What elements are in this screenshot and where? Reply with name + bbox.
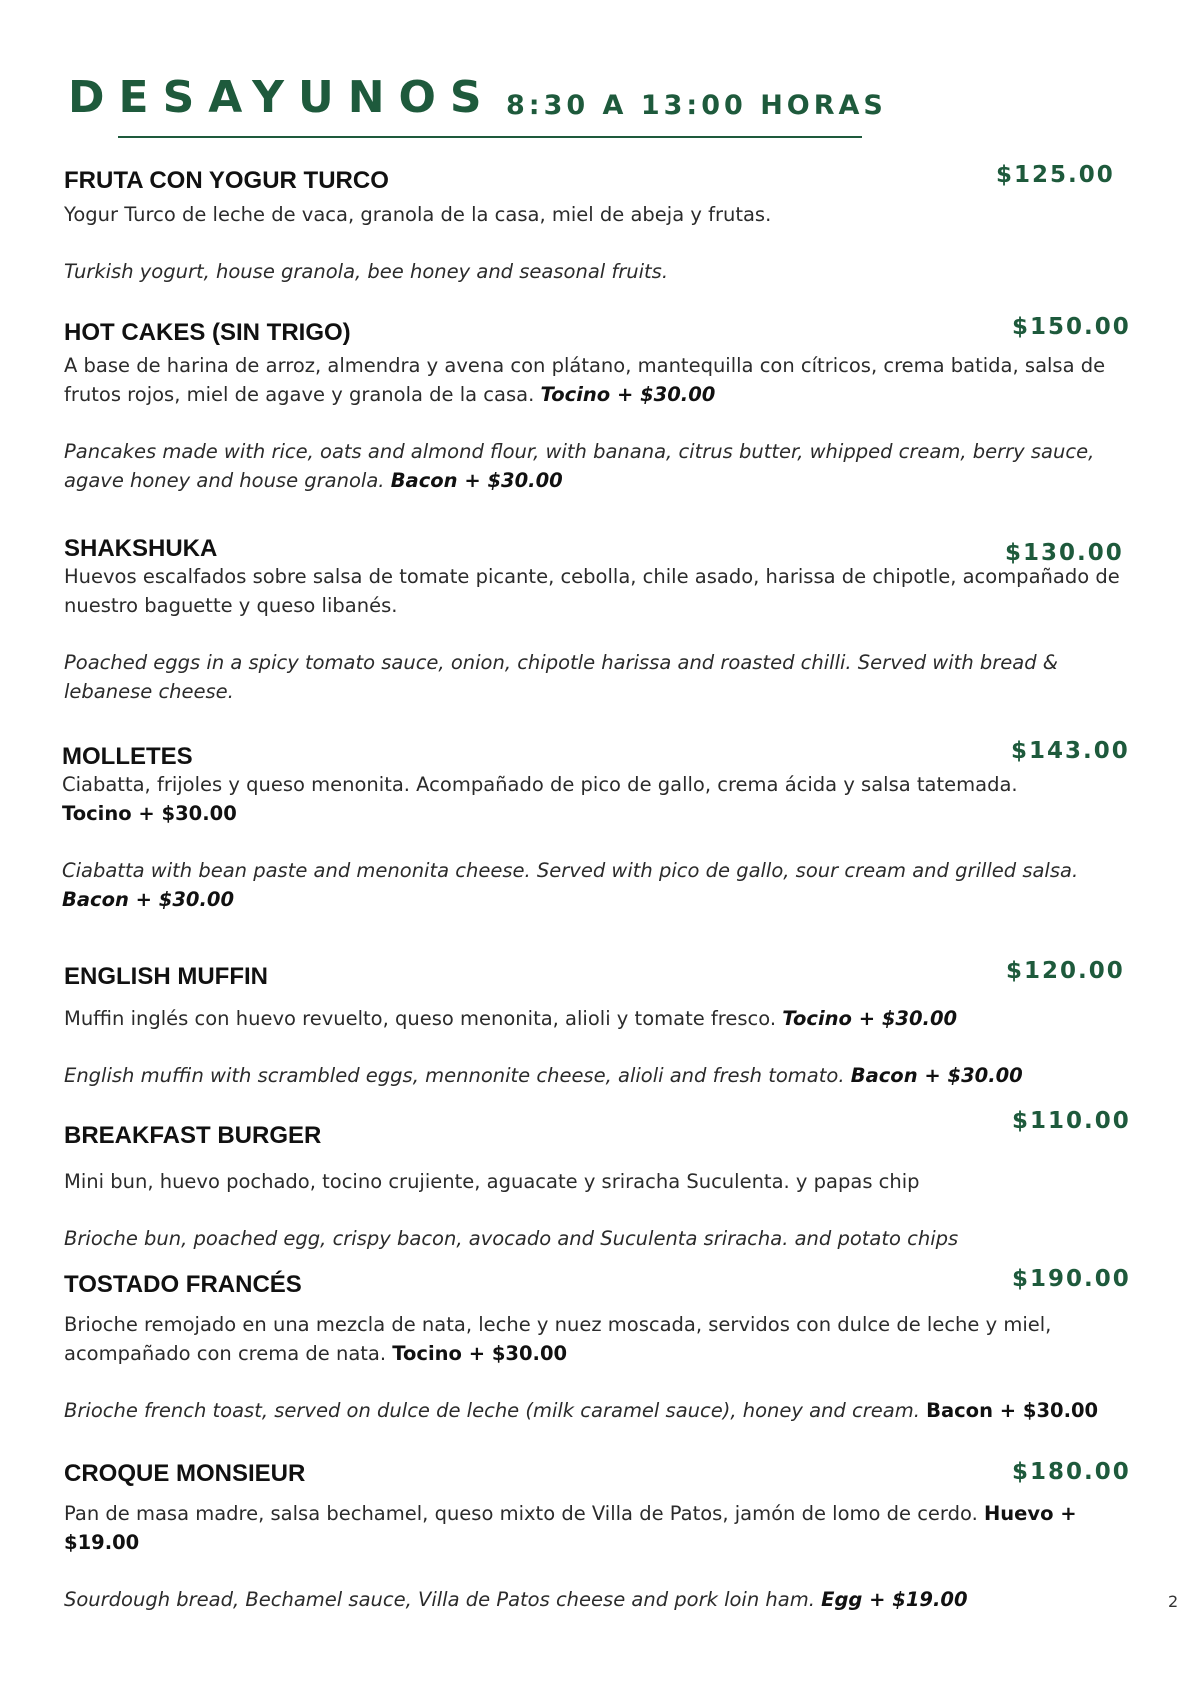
item-name: SHAKSHUKA xyxy=(64,535,218,562)
item-description-en: Poached eggs in a spicy tomato sauce, onion, chipotle harissa and roasted chilli. Served with bread & lebanese cheese. xyxy=(64,651,1058,703)
item-price: $143.00 xyxy=(1011,738,1130,764)
item-description-en: Turkish yogurt, house granola, bee honey and seasonal fruits. xyxy=(64,260,669,283)
header-divider xyxy=(118,136,862,138)
item-extra-en: Bacon + $30.00 xyxy=(62,888,235,911)
item-price: $130.00 xyxy=(1005,540,1124,566)
item-name: HOT CAKES (SIN TRIGO) xyxy=(64,319,351,346)
menu-item xyxy=(64,1108,1146,1253)
menu-header xyxy=(68,72,968,152)
item-price: $190.00 xyxy=(1012,1266,1131,1292)
item-name: CROQUE MONSIEUR xyxy=(64,1460,306,1487)
item-extra-es: Tocino + $30.00 xyxy=(62,802,237,825)
item-name: BREAKFAST BURGER xyxy=(64,1122,322,1149)
service-hours: 8:30 A 13:00 HORAS xyxy=(506,90,887,121)
section-title: DESAYUNOS xyxy=(68,72,496,123)
item-name: FRUTA CON YOGUR TURCO xyxy=(64,167,389,194)
menu-item xyxy=(64,958,1146,1090)
menu-item xyxy=(64,314,1146,495)
item-description-en: English muffin with scrambled eggs, mennonite cheese, alioli and fresh tomato. Bacon + $30.00 xyxy=(64,1064,1023,1087)
item-description-es: A base de harina de arroz, almendra y avena con plátano, mantequilla con cítricos, crema batida, salsa de frutos rojos, miel de agave y granola de la casa. Tocino + $30.00 xyxy=(64,354,1106,406)
menu-item xyxy=(64,534,1146,706)
item-description-es: Brioche remojado en una mezcla de nata, leche y nuez moscada, servidos con dulce de leche y miel, acompañado con crema de nata. Tocino + $30.00 xyxy=(64,1313,1052,1365)
item-name: MOLLETES xyxy=(62,743,193,770)
item-description-es: Huevos escalfados sobre salsa de tomate picante, cebolla, chile asado, harissa de chipotle, acompañado de nuestro baguette y queso libanés. xyxy=(64,565,1120,617)
item-extra-en: Egg + $19.00 xyxy=(821,1588,968,1611)
item-name: ENGLISH MUFFIN xyxy=(64,963,268,990)
menu-item xyxy=(64,1459,1146,1614)
page-number: 2 xyxy=(1168,1592,1179,1611)
item-price: $150.00 xyxy=(1012,314,1131,340)
item-extra-en: Bacon + $30.00 xyxy=(850,1064,1023,1087)
item-description-en: Brioche bun, poached egg, crispy bacon, avocado and Suculenta sriracha. and potato chips xyxy=(64,1227,959,1250)
item-description-en: Brioche french toast, served on dulce de leche (milk caramel sauce), honey and cream. Bacon + $30.00 xyxy=(64,1399,1099,1422)
menu-item xyxy=(64,162,1146,286)
item-extra-es: Tocino + $30.00 xyxy=(782,1007,958,1030)
item-extra-es: Huevo + $19.00 xyxy=(64,1502,1077,1554)
item-price: $180.00 xyxy=(1012,1459,1131,1485)
item-extra-es: Tocino + $30.00 xyxy=(540,383,716,406)
item-description-es: Muffin inglés con huevo revuelto, queso menonita, alioli y tomate fresco. Tocino + $30.00 xyxy=(64,1007,958,1030)
item-description-es: Yogur Turco de leche de vaca, granola de la casa, miel de abeja y frutas. xyxy=(64,203,772,226)
item-extra-en: Bacon + $30.00 xyxy=(926,1399,1099,1422)
item-description-es: Pan de masa madre, salsa bechamel, queso mixto de Villa de Patos, jamón de lomo de cerdo. Huevo + $19.00 xyxy=(64,1502,1077,1554)
menu-item xyxy=(62,738,1144,914)
item-extra-en: Bacon + $30.00 xyxy=(390,469,563,492)
item-description-es: Mini bun, huevo pochado, tocino crujiente, aguacate y sriracha Suculenta. y papas chip xyxy=(64,1170,920,1193)
menu-item xyxy=(64,1266,1146,1425)
item-name: TOSTADO FRANCÉS xyxy=(64,1271,302,1298)
item-description-en: Sourdough bread, Bechamel sauce, Villa de Patos cheese and pork loin ham. Egg + $19.00 xyxy=(64,1588,968,1611)
item-description-en: Pancakes made with rice, oats and almond flour, with banana, citrus butter, whipped cream, berry sauce, agave honey and house granola. Bacon + $30.00 xyxy=(64,440,1095,492)
item-price: $120.00 xyxy=(1006,958,1125,984)
item-description-en: Ciabatta with bean paste and menonita cheese. Served with pico de gallo, sour cream and grilled salsa. Bacon + $30.00 xyxy=(62,859,1079,911)
item-extra-es: Tocino + $30.00 xyxy=(392,1342,568,1365)
item-description-es: Ciabatta, frijoles y queso menonita. Acompañado de pico de gallo, crema ácida y salsa tatemada. Tocino + $30.00 xyxy=(62,773,1018,825)
item-price: $110.00 xyxy=(1012,1108,1131,1134)
item-price: $125.00 xyxy=(996,162,1115,188)
